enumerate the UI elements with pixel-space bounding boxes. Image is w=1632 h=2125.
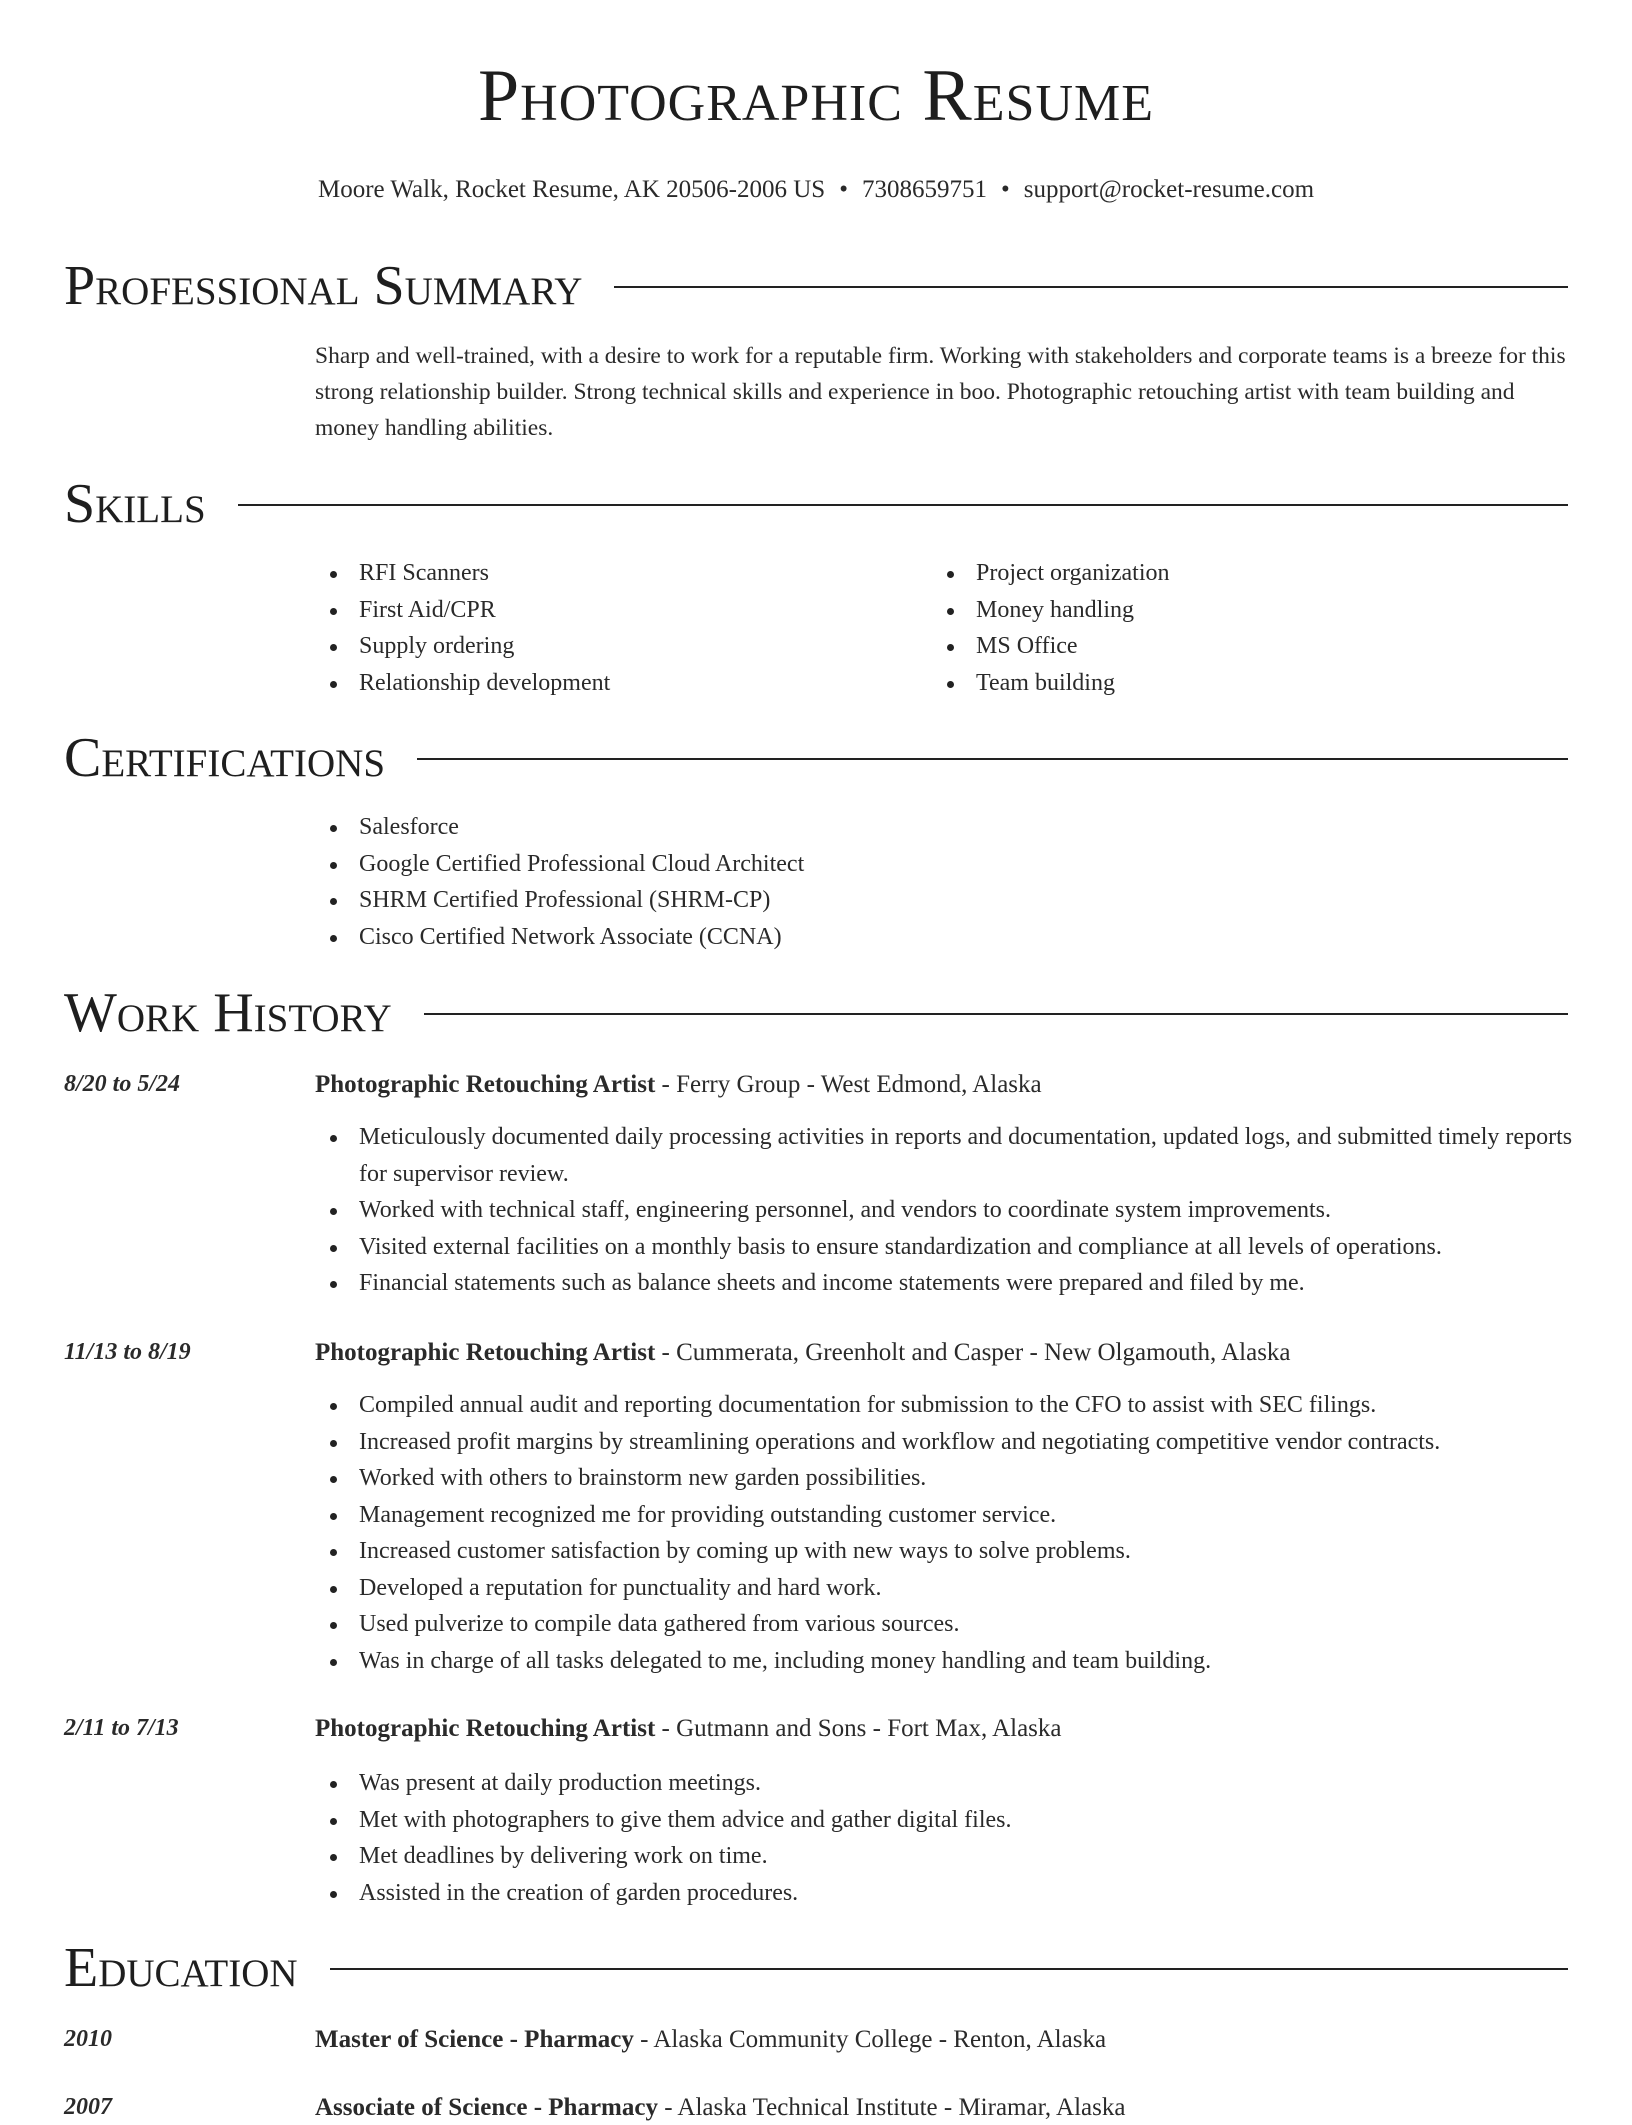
job-bullet: Worked with technical staff, engineering personnel, and vendors to coordinate system improvements. <box>315 1192 1575 1229</box>
section-title-skills: Skills <box>64 473 206 535</box>
job-title: Photographic Retouching Artist <box>315 1071 656 1098</box>
job-bullet: Worked with others to brainstorm new garden possibilities. <box>315 1460 1575 1497</box>
job-dates: 2/11 to 7/13 <box>64 1715 179 1741</box>
education-degree: Master of Science - Pharmacy <box>315 2026 634 2053</box>
section-title-education: Education <box>64 1937 298 1999</box>
job-employer: - Gutmann and Sons - Fort Max, Alaska <box>655 1715 1062 1742</box>
certification-item: SHRM Certified Professional (SHRM-CP) <box>315 882 1515 919</box>
job-dates: 8/20 to 5/24 <box>64 1071 181 1097</box>
skill-item: RFI Scanners <box>315 555 915 592</box>
skill-item: MS Office <box>932 628 1532 665</box>
education-school: - Alaska Technical Institute - Miramar, Alaska <box>657 2094 1126 2121</box>
education-year: 2007 <box>64 2094 112 2120</box>
job-bullet: Visited external facilities on a monthly basis to ensure standardization and compliance at all levels of operations. <box>315 1229 1575 1266</box>
section-divider <box>238 504 1568 506</box>
education-heading <box>315 2092 1125 2125</box>
section-divider <box>330 1968 1568 1970</box>
certifications-list <box>315 809 1515 955</box>
section-divider <box>424 1013 1568 1015</box>
section-header-education <box>64 1937 1568 1999</box>
section-divider <box>417 758 1568 760</box>
job-bullet: Used pulverize to compile data gathered from various sources. <box>315 1606 1575 1643</box>
section-divider <box>614 286 1568 288</box>
job-heading <box>315 1713 1062 1746</box>
job-bullets <box>315 1119 1575 1302</box>
job-bullet: Increased customer satisfaction by coming up with new ways to solve problems. <box>315 1533 1575 1570</box>
job-bullet: Meticulously documented daily processing activities in reports and documentation, updated logs, and submitted timely reports for supervisor review. <box>315 1119 1575 1192</box>
job-bullet: Was in charge of all tasks delegated to me, including money handling and team building. <box>315 1643 1575 1680</box>
job-bullet: Met with photographers to give them advice and gather digital files. <box>315 1802 1575 1839</box>
section-header-work <box>64 982 1568 1044</box>
section-title-work: Work History <box>64 982 392 1044</box>
education-year: 2010 <box>64 2026 112 2052</box>
skill-item: Money handling <box>932 592 1532 629</box>
job-bullet: Financial statements such as balance sheets and income statements were prepared and filed by me. <box>315 1265 1575 1302</box>
certification-item: Cisco Certified Network Associate (CCNA) <box>315 919 1515 956</box>
resume-name: Photographic Resume <box>478 55 1154 137</box>
education-heading <box>315 2024 1106 2057</box>
job-dates: 11/13 to 8/19 <box>64 1339 191 1365</box>
contact-email: support@rocket-resume.com <box>1023 176 1315 203</box>
skill-item: Relationship development <box>315 665 915 702</box>
certification-item: Google Certified Professional Cloud Architect <box>315 846 1515 883</box>
job-heading <box>315 1337 1291 1370</box>
job-bullet: Assisted in the creation of garden procedures. <box>315 1875 1575 1912</box>
contact-line <box>0 174 1632 207</box>
education-degree: Associate of Science - Pharmacy <box>315 2094 658 2121</box>
job-employer: - Ferry Group - West Edmond, Alaska <box>655 1071 1042 1098</box>
skill-item: First Aid/CPR <box>315 592 915 629</box>
job-title: Photographic Retouching Artist <box>315 1715 656 1742</box>
section-header-skills <box>64 473 1568 535</box>
job-bullet: Developed a reputation for punctuality and hard work. <box>315 1570 1575 1607</box>
job-heading <box>315 1069 1042 1102</box>
job-bullet: Was present at daily production meetings. <box>315 1765 1575 1802</box>
section-header-certifications <box>64 727 1568 789</box>
contact-separator: • <box>1000 176 1010 203</box>
summary-text: Sharp and well-trained, with a desire to work for a reputable firm. Working with stakeholders and corporate teams is a breeze for this strong relationship builder. Strong technical skills and experience in boo. Photographic retouching artist with team building and money handling abilities. <box>315 343 1566 441</box>
skill-item: Team building <box>932 665 1532 702</box>
job-title: Photographic Retouching Artist <box>315 1339 656 1366</box>
contact-address: Moore Walk, Rocket Resume, AK 20506-2006 US <box>317 176 826 203</box>
skills-list-right <box>932 555 1532 701</box>
job-employer: - Cummerata, Greenholt and Casper - New Olgamouth, Alaska <box>655 1339 1291 1366</box>
job-bullets <box>315 1765 1575 1911</box>
section-header-summary <box>64 255 1568 317</box>
job-bullet: Increased profit margins by streamlining operations and workflow and negotiating competitive vendor contracts. <box>315 1424 1575 1461</box>
job-bullets <box>315 1387 1575 1679</box>
section-title-certifications: Certifications <box>64 727 386 789</box>
contact-separator: • <box>839 176 848 203</box>
section-title-summary: Professional Summary <box>64 255 583 317</box>
skill-item: Project organization <box>932 555 1532 592</box>
job-bullet: Management recognized me for providing outstanding customer service. <box>315 1497 1575 1534</box>
contact-phone: 7308659751 <box>861 176 987 203</box>
education-school: - Alaska Community College - Renton, Alaska <box>633 2026 1107 2053</box>
skills-list-left <box>315 555 915 701</box>
job-bullet: Met deadlines by delivering work on time. <box>315 1838 1575 1875</box>
skill-item: Supply ordering <box>315 628 915 665</box>
job-bullet: Compiled annual audit and reporting documentation for submission to the CFO to assist with SEC filings. <box>315 1387 1575 1424</box>
certification-item: Salesforce <box>315 809 1515 846</box>
